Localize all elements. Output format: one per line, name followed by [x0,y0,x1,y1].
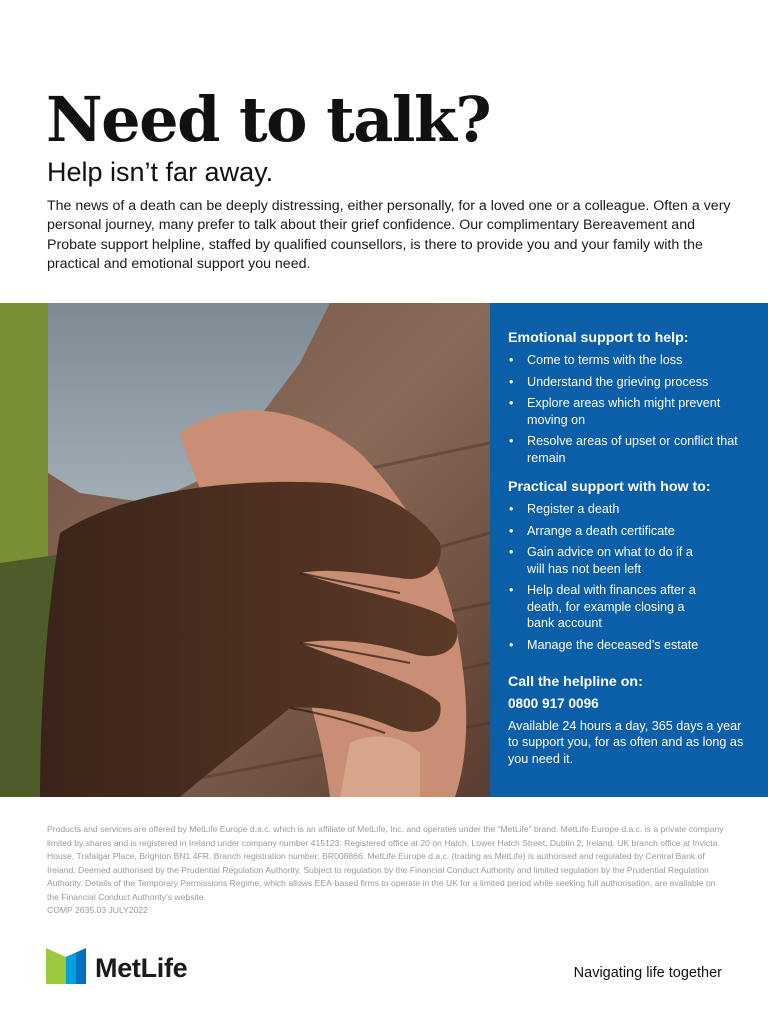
list-item: • Come to terms with the loss [508,352,750,369]
practical-support-section [508,478,750,653]
emotional-support-list [508,352,750,466]
practical-support-list [508,501,750,653]
brand-name: MetLife [95,952,188,983]
helpline-heading: Call the helpline on: [508,674,643,690]
practical-support-heading: Practical support with how to: [508,479,711,495]
emotional-support-heading: Emotional support to help: [508,330,689,346]
list-item: • Gain advice on what to do if a will has not been left [508,544,750,577]
list-item: • Register a death [508,501,750,518]
metlife-logo [46,950,187,986]
list-item: • Arrange a death certificate [508,523,750,540]
support-info-panel [490,303,768,797]
helpline-section [508,673,750,767]
list-item: • Explore areas which might prevent moving on [508,395,750,428]
list-item: • Understand the grieving process [508,374,750,391]
legal-text: Products and services are offered by MetLife Europe d.a.c. which is an affiliate of MetLife, Inc. and operates under the “MetLife” brand. MetLife Europe d.a.c. is a private company limited by shares and is registered in Ireland under company number 415123. Registered office at 20 on Hatch, Lower Hatch Street, Dublin 2, Ireland. UK branch office at Invicta House, Trafalgar Place, Brighton BN1 4FR. Branch registration number: BR008866. MetLife Europe d.a.c. (trading as MetLife) is authorised and regulated by Central Bank of Ireland. Deemed authorised by the Prudential Regulation Authority. Subject to regulation by the Financial Conduct Authority and limited regulation by the Prudential Regulation Authority. Details of the Temporary Permissions Regime, which allows EEA-based firms to operate in the UK for a limited period while seeking full authorisation, are available on the Financial Conduct Authority’s website. [47,824,724,902]
emotional-support-section [508,329,750,466]
list-item: • Manage the deceased’s estate [508,637,750,654]
holding-hands-photo [0,303,490,797]
brand-tagline: Navigating life together [573,965,722,981]
list-item: • Resolve areas of upset or conflict that remain [508,433,750,466]
helpline-number: 0800 917 0096 [508,696,599,711]
document-code: COMP 2635.03 JULY2022 [47,905,148,915]
helpline-availability: Available 24 hours a day, 365 days a year to support you, for as often and as long as you need it. [508,719,744,766]
intro-paragraph: The news of a death can be deeply distressing, either personally, for a loved one or a colleague. Often a very personal journey, many prefer to talk about their grief confidence. Our complimentary Bereavement and Probate support helpline, staffed by qualified counsellors, is there to provide you and your family with the practical and emotional support you need. [47,198,731,272]
metlife-logo-icon [46,948,86,989]
list-item: • Help deal with finances after a death, for example closing a bank account [508,582,750,632]
legal-disclaimer [47,823,727,918]
page-subtitle: Help isn’t far away. [47,157,274,187]
page-title: Need to talk? [46,83,491,156]
